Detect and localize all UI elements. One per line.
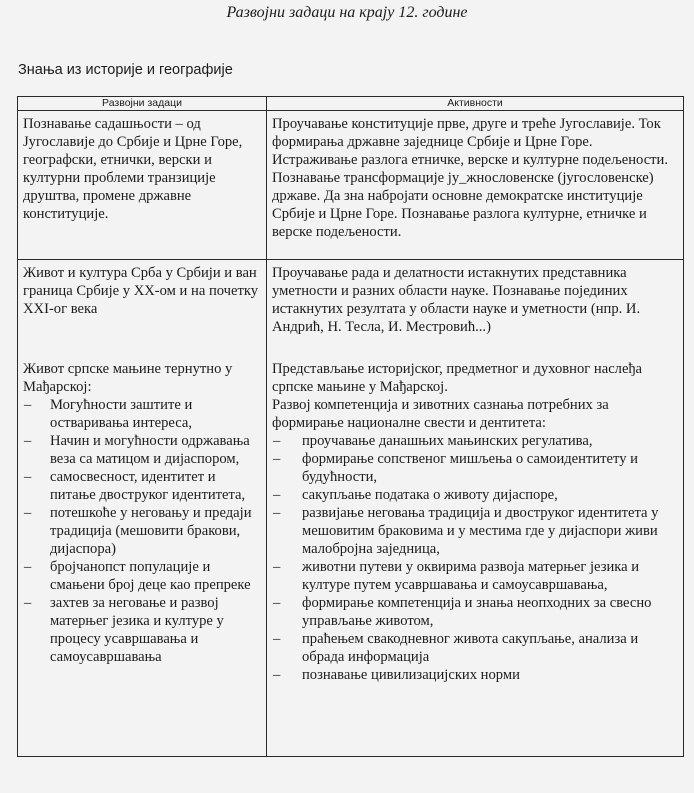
list-item: – захтев за неговање и развој матерњег језика и културе у процесу усавршавања и самоусавршавања: [23, 594, 261, 666]
list-item: – сакупљање података о животу дијаспоре,: [272, 486, 678, 504]
task-text: Познавање садашњости – од Југославије до Србије и Црне Горе, географски, етнички, верски и културни проблеми транзиције друштва, промене државне конституције.: [23, 116, 243, 222]
list-item: – животни путеви у оквирима развоја матерњег језика и културе путем усавршавања и самоусавршавања,: [272, 558, 678, 594]
table-cell-activity: [267, 111, 684, 260]
task-list: [23, 396, 261, 666]
section-title: Знања из историје и географије: [18, 62, 233, 78]
page-title: Развојни задаци на крају 12. године: [226, 4, 468, 21]
list-item: – праћењем свакодневног живота сакупљање, анализа и обрада информација: [272, 630, 678, 666]
table-row: [18, 111, 684, 260]
table-header-row: [18, 97, 684, 111]
column-header-tasks: Развојни задаци: [18, 97, 267, 111]
activity-text: Развој компетенција и зивотних сазнања потребних за формирање националне свести и дентитета:: [272, 397, 609, 431]
development-tasks-table: [17, 96, 684, 757]
table-cell-task: [18, 260, 267, 757]
list-item: – бројчанопст популације и смањени број деце као препреке: [23, 558, 261, 594]
list-item: – потешкоће у неговању и предаји традиција (мешовити бракови, дијаспора): [23, 504, 261, 558]
table-cell-task: [18, 111, 267, 260]
column-header-activities: Активности: [267, 97, 684, 111]
list-item: – Начин и могућности одржавања веза са матицом и дијаспором,: [23, 432, 261, 468]
list-item: – Могућности заштите и остваривања интереса,: [23, 396, 261, 432]
task-text: Живот српске мањине тернутно у Мађарској:: [23, 361, 233, 395]
activity-text: Проучавање конституције прве, друге и треће Југославије. Ток формирања државне заједнице Србије и Црне Горе. Истраживање разлога етничке, верске и културне подељености. Познавање трансформације ју_жнословенске (југословенске) државе. Да зна набројати основне демократске институције Србије и Црне Горе. Познавање разлога културне, етничке и верске подељености.: [272, 116, 669, 240]
list-item: – проучавање данашњих мањинских регулатива,: [272, 432, 678, 450]
activity-list: [272, 432, 678, 684]
activity-text: Проучавање рада и делатности истакнутих представника уметности и разних области науке. Познавање појединих истакнутих резултата у области науке и уметности (нпр. И. Андрић, Н. Тесла, И. Местровић...): [272, 265, 641, 335]
list-item: – формирање сопственог мишљења о самоидентитету и будућности,: [272, 450, 678, 486]
task-text: Живот и култура Срба у Србији и ван граница Србије у XX-ом и на почетку XXI-ог века: [23, 265, 259, 317]
list-item: – формирање компетенција и знања неопходних за свесно управљање животом,: [272, 594, 678, 630]
list-item: – самосвесност, идентитет и питање двоструког идентитета,: [23, 468, 261, 504]
table-cell-activity: [267, 260, 684, 757]
list-item: – развијање неговања традиција и двоструког идентитета у мешовитим браковима и у местима где у дијаспори живи малобројна заједница,: [272, 504, 678, 558]
table-row: [18, 260, 684, 757]
list-item: – познавање цивилизацијских норми: [272, 666, 678, 684]
activity-text: Представљање историјског, предметног и духовног наслеђа српске мањине у Мађарској.: [272, 361, 642, 395]
